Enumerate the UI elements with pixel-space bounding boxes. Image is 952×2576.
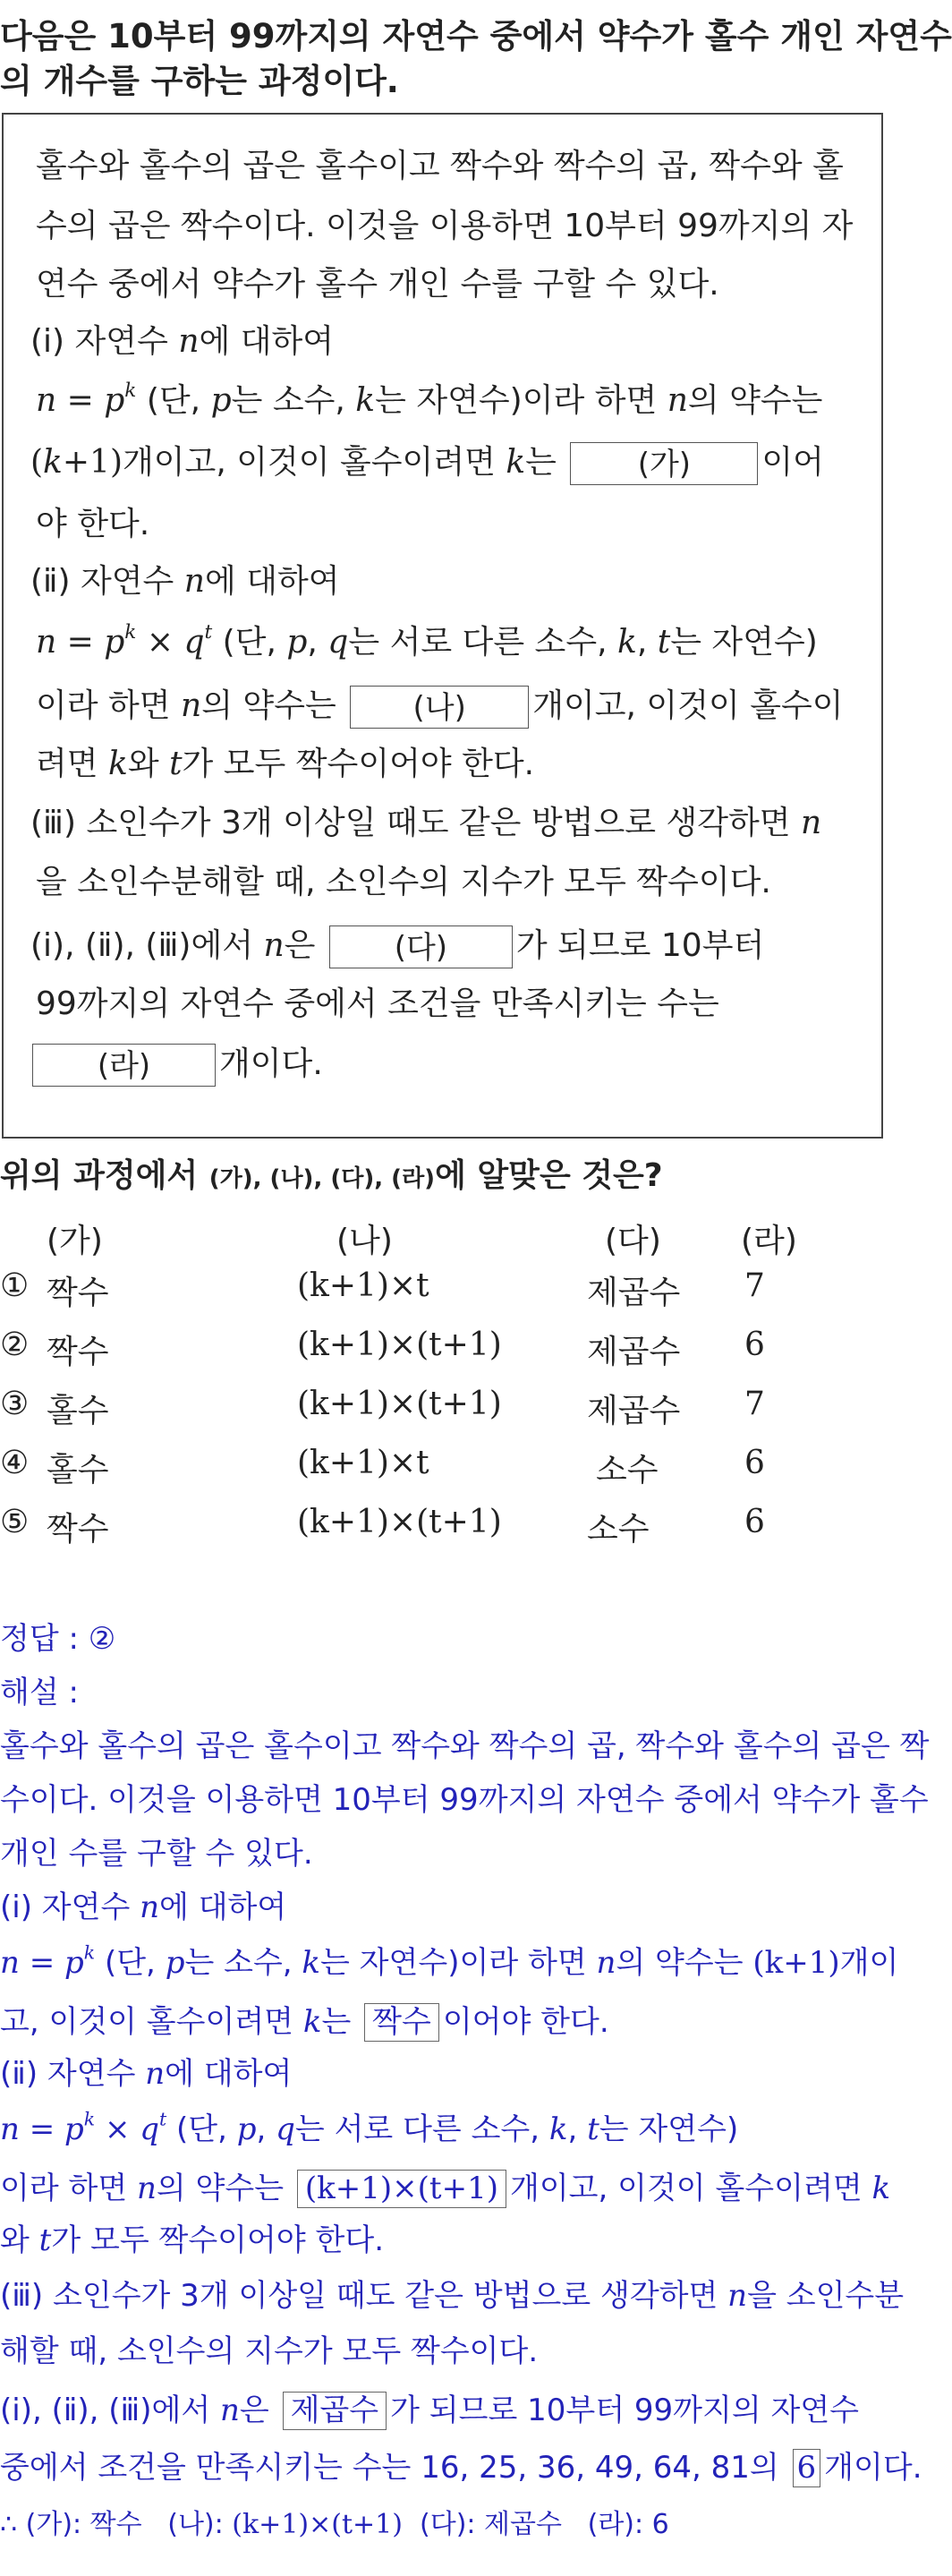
col-head-da: (다) — [605, 1223, 661, 1259]
exp-l5f: 개이 — [839, 1945, 899, 1981]
box-l14a: (ⅰ), (ⅱ), (ⅲ)에서 — [30, 927, 254, 964]
blank-ga: (가) — [570, 442, 758, 485]
exp-l8c: 는 자연수) — [599, 2111, 739, 2147]
option-4-na: (k+1)×t — [297, 1445, 429, 1481]
exp-box-ra: 6 — [793, 2449, 821, 2487]
exp-l6a: 고, 이것이 홀수이려면 — [0, 2004, 294, 2040]
for-n: 에 대하여 — [204, 563, 340, 600]
exp-box-na: (k+1)×(t+1) — [297, 2170, 506, 2208]
option-5-da: 소수 — [587, 1511, 650, 1548]
math-n: n — [36, 382, 57, 419]
exp-line-13: (ⅰ), (ⅱ), (ⅲ)에서 n은 제곱수 가 되므로 10부터 99까지의 자연수 — [0, 2392, 859, 2430]
box-line-11: 려면 k와 t가 모두 짝수이어야 한다. — [36, 746, 535, 782]
exp-line-14 — [0, 2449, 922, 2487]
col-head-ra: (라) — [741, 1223, 797, 1259]
option-1-na: (k+1)×t — [297, 1267, 429, 1304]
box-l16: 개이다. — [219, 1045, 323, 1082]
math-k-exp: k — [124, 379, 137, 402]
box-line-15: 99까지의 자연수 중에서 조건을 만족시키는 수는 — [36, 985, 719, 1022]
box-l14c: 가 되므로 10부터 — [515, 927, 765, 964]
summary-da: (다): 제곱수 — [420, 2509, 562, 2540]
math-n: n — [183, 563, 205, 600]
box-line-2: 수의 곱은 짝수이다. 이것을 이용하면 10부터 99까지의 자 — [36, 208, 854, 244]
exp-box-ga: 짝수 — [364, 2003, 439, 2042]
question-intro-line1: 다음은 10부터 99까지의 자연수 중에서 약수가 홀수 개인 자연수 — [0, 17, 952, 55]
option-3-ra: 7 — [744, 1386, 765, 1422]
exp-l9c: 개이고, 이것이 홀수이려면 — [509, 2171, 863, 2206]
option-4-num[interactable]: ④ — [0, 1445, 30, 1481]
box-line-7: 야 한다. — [36, 506, 150, 542]
exp-l9b: 의 약수는 — [156, 2171, 285, 2206]
exp-l13c: 가 되므로 10부터 99까지의 자연수 — [390, 2393, 860, 2428]
exp-l5b: 는 소수, — [184, 1945, 293, 1981]
exp-case2-label: (ⅱ) 자연수 — [0, 2056, 136, 2092]
exp-line-5: $n = p^k$ (단, p는 소수, k는 자연수)이라 하면 n의 약수는 (k+1)개이 — [0, 1941, 899, 1981]
option-5-na: (k+1)×(t+1) — [297, 1504, 502, 1540]
box-line-14: (ⅰ), (ⅱ), (ⅲ)에서 n은 (다) 가 되므로 10부터 — [30, 925, 764, 968]
box-l6b: 는 — [525, 444, 557, 481]
question-intro-line2: 의 개수를 구하는 과정이다. — [0, 62, 399, 100]
exp-case1-label: (ⅰ) 자연수 — [0, 1889, 131, 1925]
box-l10c: 개이고, 이것이 홀수이 — [532, 687, 844, 724]
box-l14b: 은 — [284, 927, 316, 964]
prompt — [0, 1157, 663, 1194]
box-line-12: (ⅲ) 소인수가 3개 이상일 때도 같은 방법으로 생각하면 n — [30, 805, 822, 841]
box-line-1: 홀수와 홀수의 곱은 홀수이고 짝수와 짝수의 곱, 짝수와 홀 — [36, 148, 844, 184]
box-l5c: 는 자연수)이라 하면 — [375, 382, 658, 419]
exp-l10b: 가 모두 짝수이어야 한다. — [51, 2222, 385, 2258]
exp-l14b: 개이다. — [824, 2450, 922, 2486]
option-3-na: (k+1)×(t+1) — [297, 1386, 502, 1422]
box-l5b: 는 소수, — [231, 382, 345, 419]
box-line-10: 이라 하면 n의 약수는 (나) 개이고, 이것이 홀수이 — [36, 686, 844, 729]
exp-l6b: 는 — [321, 2004, 352, 2040]
option-2-na: (k+1)×(t+1) — [297, 1326, 502, 1363]
case1-label: (ⅰ) 자연수 — [30, 323, 168, 360]
summary-na-label: (나): — [167, 2509, 224, 2540]
exp-l13a: (ⅰ), (ⅱ), (ⅲ)에서 — [0, 2393, 211, 2428]
option-1-da: 제곱수 — [587, 1275, 681, 1311]
option-3-ga: 홀수 — [47, 1393, 109, 1429]
exp-l5e: (k+1) — [752, 1945, 840, 1981]
prompt-text-b: 에 알맞은 것은? — [435, 1157, 663, 1194]
box-l5d: 의 약수는 — [687, 382, 823, 419]
box-case2-header — [30, 563, 340, 600]
exp-line-6: 고, 이것이 홀수이려면 k는 짝수 이어야 한다. — [0, 2003, 609, 2042]
case2-label: (ⅱ) 자연수 — [30, 563, 174, 600]
col-head-na: (나) — [336, 1223, 393, 1259]
math-n: n — [667, 382, 688, 419]
exp-line-2: 수이다. 이것을 이용하면 10부터 99까지의 자연수 중에서 약수가 홀수 — [0, 1782, 929, 1818]
exp-line-11: (ⅲ) 소인수가 3개 이상일 때도 같은 방법으로 생각하면 n을 소인수분 — [0, 2278, 905, 2314]
box-l6a: 개이고, 이것이 홀수이려면 — [123, 444, 496, 481]
exp-case1-header: (ⅰ) 자연수 n에 대하여 — [0, 1889, 287, 1925]
box-l11c: 가 모두 짝수이어야 한다. — [182, 746, 535, 782]
box-l6c: 이어 — [761, 444, 824, 481]
option-5-num[interactable]: ⑤ — [0, 1504, 30, 1540]
blank-ra: (라) — [32, 1044, 216, 1087]
exp-for-n: 에 대하여 — [159, 1889, 287, 1925]
option-1-ra: 7 — [744, 1267, 765, 1304]
box-case1-header — [30, 323, 335, 360]
exp-l9a: 이라 하면 — [0, 2171, 128, 2206]
box-l5a: (단, — [146, 382, 201, 419]
option-5-ga: 짝수 — [47, 1511, 109, 1548]
box-l9a: (단, — [222, 624, 276, 661]
exp-line-8: $n = p^k \times q^t$ (단, p, q는 서로 다른 소수, k, t는 자연수) — [0, 2108, 739, 2147]
exp-l5d: 의 약수는 — [616, 1945, 744, 1981]
blank-na: (나) — [350, 686, 529, 729]
option-1-ga: 짝수 — [47, 1275, 109, 1311]
exp-l10a: 와 — [0, 2222, 30, 2258]
exp-line-12: 해할 때, 소인수의 지수가 모두 짝수이다. — [0, 2333, 539, 2369]
math-n: n — [178, 323, 200, 360]
exp-line-1: 홀수와 홀수의 곱은 홀수이고 짝수와 짝수의 곱, 짝수와 홀수의 곱은 짝 — [0, 1728, 930, 1764]
math-k: k — [506, 444, 526, 481]
exp-line-9: 이라 하면 n의 약수는 (k+1)×(t+1) 개이고, 이것이 홀수이려면 k — [0, 2170, 890, 2208]
option-2-ga: 짝수 — [47, 1334, 109, 1370]
box-line-6: (k+1)개이고, 이것이 홀수이려면 k는 (가) 이어 — [30, 442, 824, 485]
option-4-da: 소수 — [596, 1452, 659, 1488]
col-head-ga: (가) — [47, 1223, 103, 1259]
option-2-num[interactable]: ② — [0, 1326, 30, 1363]
summary-na-value: (k+1)×(t+1) — [232, 2509, 403, 2540]
option-3-da: 제곱수 — [587, 1393, 681, 1429]
exp-for-n: 에 대하여 — [165, 2056, 293, 2092]
box-l9c: 는 자연수) — [670, 624, 818, 661]
for-n: 에 대하여 — [199, 323, 335, 360]
blank-da: (다) — [329, 925, 513, 968]
math-p: p — [210, 382, 232, 419]
exp-l8b: 는 서로 다른 소수, — [294, 2111, 540, 2147]
option-5-ra: 6 — [744, 1504, 765, 1540]
box-l10a: 이라 하면 — [36, 687, 171, 724]
prompt-labels: (가), (나), (다), (라) — [208, 1165, 436, 1192]
box-line-5: $n = p^k$ (단, p는 소수, k는 자연수)이라 하면 n의 약수는 — [36, 379, 823, 419]
option-4-ra: 6 — [744, 1445, 765, 1481]
option-1-num[interactable]: ① — [0, 1267, 30, 1304]
exp-l11a: (ⅲ) 소인수가 3개 이상일 때도 같은 방법으로 생각하면 — [0, 2278, 718, 2314]
option-2-ra: 6 — [744, 1326, 765, 1363]
exp-l14a: 중에서 조건을 만족시키는 수는 16, 25, 36, 49, 64, 81의 — [0, 2450, 779, 2486]
prompt-text-a: 위의 과정에서 — [0, 1157, 199, 1194]
exp-l13b: 은 — [239, 2393, 269, 2428]
exp-summary — [0, 2509, 669, 2540]
explain-label: 해설 : — [0, 1675, 79, 1710]
box-l9b: 는 서로 다른 소수, — [348, 624, 608, 661]
exp-line-3: 개인 수를 구할 수 있다. — [0, 1836, 313, 1872]
math-p: p — [104, 382, 125, 419]
exp-l5c: 는 자연수)이라 하면 — [320, 1945, 587, 1981]
option-3-num[interactable]: ③ — [0, 1386, 30, 1422]
exp-l8a: (단, — [176, 2111, 227, 2147]
exp-l11b: 을 소인수분 — [747, 2278, 905, 2314]
exp-l6c: 이어야 한다. — [442, 2004, 609, 2040]
box-line-16 — [32, 1044, 323, 1087]
box-line-3: 연수 중에서 약수가 홀수 개인 수를 구할 수 있다. — [36, 266, 719, 303]
box-l12a: (ⅲ) 소인수가 3개 이상일 때도 같은 방법으로 생각하면 — [30, 805, 791, 841]
box-line-9: $n = p^k \times q^t$ (단, p, q는 서로 다른 소수, k, t는 자연수) — [36, 620, 818, 661]
box-l11a: 려면 — [36, 746, 98, 782]
box-l11b: 와 — [127, 746, 159, 782]
box-l13: 을 소인수분해할 때, 소인수의 지수가 모두 짝수이다. — [36, 864, 771, 900]
exp-case2-header: (ⅱ) 자연수 n에 대하여 — [0, 2056, 293, 2092]
answer-label: 정답 : ② — [0, 1621, 116, 1657]
exp-box-da: 제곱수 — [283, 2392, 387, 2430]
summary-ra: (라): 6 — [587, 2509, 669, 2540]
therefore-symbol: ∴ — [0, 2509, 18, 2540]
exp-l5a: (단, — [104, 1945, 156, 1981]
box-l10b: 의 약수는 — [201, 687, 336, 724]
option-2-da: 제곱수 — [587, 1334, 681, 1370]
summary-ga: (가): 짝수 — [25, 2509, 142, 2540]
box-line-13 — [36, 866, 771, 899]
exp-line-10: 와 t가 모두 짝수이어야 한다. — [0, 2222, 385, 2258]
option-4-ga: 홀수 — [47, 1452, 109, 1488]
math-k: k — [355, 382, 376, 419]
